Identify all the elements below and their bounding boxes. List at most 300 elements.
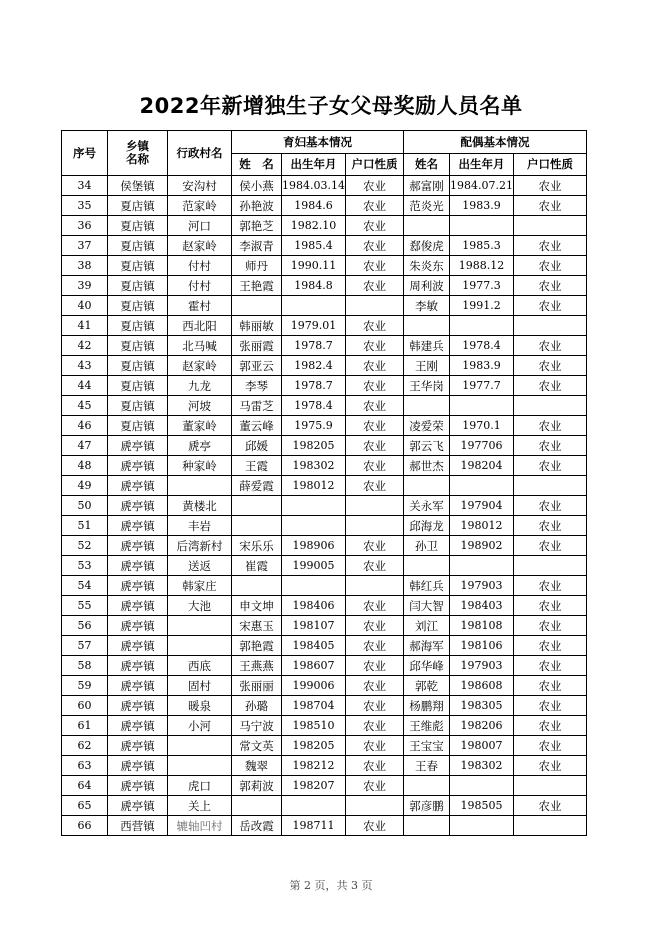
town-cell: 虒亭镇: [108, 556, 168, 576]
mother-birth-cell: 198012: [282, 476, 346, 496]
spouse-hukou-cell: [514, 776, 587, 796]
mother-birth-cell: 199006: [282, 676, 346, 696]
spouse-name-cell: [404, 556, 450, 576]
seq-cell: 39: [62, 276, 108, 296]
mother-name-cell: 张丽霞: [232, 336, 282, 356]
mother-name-cell: 常文英: [232, 736, 282, 756]
mother-hukou-cell: 农业: [346, 636, 404, 656]
seq-cell: 54: [62, 576, 108, 596]
table-row: [62, 696, 587, 716]
spouse-name-cell: 郝富刚: [404, 176, 450, 196]
table-row: [62, 356, 587, 376]
header-spouse-birth: 出生年月: [450, 154, 514, 176]
town-cell: 虒亭镇: [108, 796, 168, 816]
spouse-hukou-cell: [514, 316, 587, 336]
spouse-hukou-cell: 农业: [514, 716, 587, 736]
spouse-name-cell: 郝世杰: [404, 456, 450, 476]
town-cell: 侯堡镇: [108, 176, 168, 196]
mother-name-cell: [232, 296, 282, 316]
spouse-birth-cell: [450, 396, 514, 416]
header-mother-name: 姓 名: [232, 154, 282, 176]
village-cell: 暖泉: [168, 696, 232, 716]
village-cell: 付村: [168, 256, 232, 276]
mother-birth-cell: 198212: [282, 756, 346, 776]
mother-birth-cell: 198205: [282, 736, 346, 756]
town-cell: 夏店镇: [108, 236, 168, 256]
mother-hukou-cell: 农业: [346, 176, 404, 196]
table-row: [62, 536, 587, 556]
mother-name-cell: 岳改霞: [232, 816, 282, 836]
header-town-line1: 乡镇: [126, 139, 149, 153]
mother-name-cell: 王燕燕: [232, 656, 282, 676]
mother-birth-cell: 1978.4: [282, 396, 346, 416]
spouse-hukou-cell: 农业: [514, 696, 587, 716]
table-row: [62, 576, 587, 596]
town-cell: 虒亭镇: [108, 576, 168, 596]
spouse-birth-cell: 198206: [450, 716, 514, 736]
spouse-name-cell: 朱炎东: [404, 256, 450, 276]
village-cell: 河口: [168, 216, 232, 236]
seq-cell: 44: [62, 376, 108, 396]
mother-name-cell: [232, 496, 282, 516]
mother-birth-cell: 1982.4: [282, 356, 346, 376]
table-row: [62, 656, 587, 676]
spouse-hukou-cell: 农业: [514, 436, 587, 456]
spouse-hukou-cell: [514, 816, 587, 836]
mother-birth-cell: 198205: [282, 436, 346, 456]
spouse-hukou-cell: 农业: [514, 336, 587, 356]
mother-hukou-cell: 农业: [346, 276, 404, 296]
spouse-birth-cell: [450, 216, 514, 236]
spouse-name-cell: 李敏: [404, 296, 450, 316]
spouse-birth-cell: 198007: [450, 736, 514, 756]
header-mother-group: 育妇基本情况: [232, 131, 404, 154]
mother-name-cell: 薛爱霞: [232, 476, 282, 496]
seq-cell: 60: [62, 696, 108, 716]
mother-hukou-cell: 农业: [346, 656, 404, 676]
town-cell: 虒亭镇: [108, 496, 168, 516]
table-row: [62, 776, 587, 796]
header-mother-hukou: 户口性质: [346, 154, 404, 176]
mother-name-cell: 郭艳霞: [232, 636, 282, 656]
table-row: [62, 456, 587, 476]
roster-table: [61, 130, 587, 836]
seq-cell: 53: [62, 556, 108, 576]
spouse-name-cell: 范炎光: [404, 196, 450, 216]
table-row: [62, 636, 587, 656]
spouse-name-cell: 邱海龙: [404, 516, 450, 536]
spouse-name-cell: 韩红兵: [404, 576, 450, 596]
mother-birth-cell: 198405: [282, 636, 346, 656]
mother-hukou-cell: 农业: [346, 216, 404, 236]
mother-name-cell: 董云峰: [232, 416, 282, 436]
seq-cell: 66: [62, 816, 108, 836]
table-row: [62, 376, 587, 396]
village-cell: 固村: [168, 676, 232, 696]
mother-name-cell: 魏翠: [232, 756, 282, 776]
table-row: [62, 436, 587, 456]
mother-hukou-cell: 农业: [346, 776, 404, 796]
mother-birth-cell: [282, 496, 346, 516]
town-cell: 西营镇: [108, 816, 168, 836]
spouse-hukou-cell: 农业: [514, 536, 587, 556]
seq-cell: 55: [62, 596, 108, 616]
town-cell: 夏店镇: [108, 396, 168, 416]
mother-hukou-cell: 农业: [346, 376, 404, 396]
mother-birth-cell: 198207: [282, 776, 346, 796]
mother-name-cell: 王艳霞: [232, 276, 282, 296]
town-cell: 虒亭镇: [108, 696, 168, 716]
table-row: [62, 256, 587, 276]
mother-name-cell: 崔霞: [232, 556, 282, 576]
mother-birth-cell: 1978.7: [282, 336, 346, 356]
spouse-hukou-cell: 农业: [514, 616, 587, 636]
mother-birth-cell: 1990.11: [282, 256, 346, 276]
town-cell: 虒亭镇: [108, 616, 168, 636]
mother-name-cell: 王霞: [232, 456, 282, 476]
mother-hukou-cell: 农业: [346, 456, 404, 476]
mother-birth-cell: 1985.4: [282, 236, 346, 256]
spouse-hukou-cell: 农业: [514, 656, 587, 676]
mother-hukou-cell: 农业: [346, 536, 404, 556]
table-row: [62, 296, 587, 316]
town-cell: 夏店镇: [108, 196, 168, 216]
mother-name-cell: 张丽丽: [232, 676, 282, 696]
mother-hukou-cell: 农业: [346, 416, 404, 436]
mother-birth-cell: 1984.8: [282, 276, 346, 296]
spouse-birth-cell: [450, 776, 514, 796]
spouse-hukou-cell: [514, 556, 587, 576]
village-cell: 霍村: [168, 296, 232, 316]
header-spouse-hukou: 户口性质: [514, 154, 587, 176]
mother-hukou-cell: [346, 576, 404, 596]
spouse-name-cell: 孙卫: [404, 536, 450, 556]
town-cell: 虒亭镇: [108, 736, 168, 756]
spouse-name-cell: 周利波: [404, 276, 450, 296]
village-cell: 韩家庄: [168, 576, 232, 596]
seq-cell: 63: [62, 756, 108, 776]
spouse-name-cell: [404, 776, 450, 796]
village-cell: 付村: [168, 276, 232, 296]
table-row: [62, 496, 587, 516]
town-cell: 虒亭镇: [108, 656, 168, 676]
village-cell: 大池: [168, 596, 232, 616]
seq-cell: 37: [62, 236, 108, 256]
mother-name-cell: 宋惠玉: [232, 616, 282, 636]
spouse-hukou-cell: 农业: [514, 756, 587, 776]
seq-cell: 43: [62, 356, 108, 376]
mother-hukou-cell: 农业: [346, 256, 404, 276]
header-town-line2: 名称: [126, 152, 149, 166]
spouse-hukou-cell: 农业: [514, 176, 587, 196]
seq-cell: 45: [62, 396, 108, 416]
table-row: [62, 396, 587, 416]
spouse-birth-cell: 198106: [450, 636, 514, 656]
header-spouse-name: 姓名: [404, 154, 450, 176]
spouse-birth-cell: 1977.3: [450, 276, 514, 296]
mother-hukou-cell: 农业: [346, 336, 404, 356]
spouse-hukou-cell: 农业: [514, 256, 587, 276]
mother-name-cell: [232, 516, 282, 536]
town-cell: 虒亭镇: [108, 676, 168, 696]
mother-name-cell: 李淑青: [232, 236, 282, 256]
seq-cell: 59: [62, 676, 108, 696]
mother-birth-cell: [282, 516, 346, 536]
table-row: [62, 276, 587, 296]
spouse-birth-cell: [450, 816, 514, 836]
village-cell: 黄楼北: [168, 496, 232, 516]
mother-birth-cell: [282, 296, 346, 316]
header-spouse-group: 配偶基本情况: [404, 131, 587, 154]
seq-cell: 48: [62, 456, 108, 476]
spouse-birth-cell: 1985.3: [450, 236, 514, 256]
mother-name-cell: 孙璐: [232, 696, 282, 716]
spouse-hukou-cell: 农业: [514, 736, 587, 756]
spouse-name-cell: 郭乾: [404, 676, 450, 696]
seq-cell: 38: [62, 256, 108, 276]
village-cell: [168, 636, 232, 656]
spouse-birth-cell: 1977.7: [450, 376, 514, 396]
village-cell: 丰岩: [168, 516, 232, 536]
mother-hukou-cell: [346, 496, 404, 516]
page-title: 2022年新增独生子女父母奖励人员名单: [139, 94, 523, 118]
table-row: [62, 516, 587, 536]
spouse-name-cell: [404, 816, 450, 836]
spouse-hukou-cell: 农业: [514, 576, 587, 596]
town-cell: 夏店镇: [108, 336, 168, 356]
mother-birth-cell: 198704: [282, 696, 346, 716]
town-cell: 夏店镇: [108, 216, 168, 236]
mother-hukou-cell: [346, 296, 404, 316]
table-row: [62, 416, 587, 436]
spouse-hukou-cell: 农业: [514, 456, 587, 476]
seq-cell: 65: [62, 796, 108, 816]
seq-cell: 57: [62, 636, 108, 656]
mother-name-cell: 马宁波: [232, 716, 282, 736]
spouse-birth-cell: 198108: [450, 616, 514, 636]
town-cell: 夏店镇: [108, 256, 168, 276]
seq-cell: 42: [62, 336, 108, 356]
mother-name-cell: [232, 796, 282, 816]
spouse-name-cell: 王刚: [404, 356, 450, 376]
mother-hukou-cell: 农业: [346, 756, 404, 776]
spouse-hukou-cell: 农业: [514, 636, 587, 656]
mother-birth-cell: 199005: [282, 556, 346, 576]
town-cell: 虒亭镇: [108, 776, 168, 796]
table-row: [62, 476, 587, 496]
town-cell: 虒亭镇: [108, 536, 168, 556]
spouse-birth-cell: 198204: [450, 456, 514, 476]
village-cell: 小河: [168, 716, 232, 736]
town-cell: 虒亭镇: [108, 476, 168, 496]
village-cell: 送返: [168, 556, 232, 576]
spouse-name-cell: 关永军: [404, 496, 450, 516]
seq-cell: 51: [62, 516, 108, 536]
table-row: [62, 216, 587, 236]
village-cell: 赵家岭: [168, 236, 232, 256]
spouse-birth-cell: [450, 476, 514, 496]
spouse-hukou-cell: 农业: [514, 516, 587, 536]
village-cell: 西底: [168, 656, 232, 676]
table-row: [62, 736, 587, 756]
table-row: [62, 336, 587, 356]
spouse-birth-cell: 197904: [450, 496, 514, 516]
table-row: [62, 176, 587, 196]
mother-birth-cell: 1978.7: [282, 376, 346, 396]
mother-hukou-cell: 农业: [346, 476, 404, 496]
spouse-name-cell: [404, 316, 450, 336]
village-cell: 后湾新村: [168, 536, 232, 556]
mother-name-cell: 马雷芝: [232, 396, 282, 416]
village-cell: [168, 616, 232, 636]
seq-cell: 41: [62, 316, 108, 336]
mother-hukou-cell: 农业: [346, 616, 404, 636]
spouse-name-cell: 刘江: [404, 616, 450, 636]
town-cell: 虒亭镇: [108, 636, 168, 656]
mother-name-cell: [232, 576, 282, 596]
seq-cell: 50: [62, 496, 108, 516]
seq-cell: 58: [62, 656, 108, 676]
village-cell: [168, 476, 232, 496]
spouse-hukou-cell: 农业: [514, 796, 587, 816]
spouse-birth-cell: 197903: [450, 656, 514, 676]
mother-birth-cell: [282, 576, 346, 596]
mother-hukou-cell: 农业: [346, 196, 404, 216]
spouse-birth-cell: 1978.4: [450, 336, 514, 356]
spouse-birth-cell: 1988.12: [450, 256, 514, 276]
spouse-hukou-cell: 农业: [514, 236, 587, 256]
mother-name-cell: 邱媛: [232, 436, 282, 456]
mother-name-cell: 韩丽敏: [232, 316, 282, 336]
spouse-birth-cell: 197706: [450, 436, 514, 456]
mother-birth-cell: 198302: [282, 456, 346, 476]
spouse-birth-cell: 198902: [450, 536, 514, 556]
spouse-birth-cell: 198305: [450, 696, 514, 716]
village-cell: 北马喊: [168, 336, 232, 356]
header-village: 行政村名: [168, 131, 232, 176]
mother-name-cell: 申文坤: [232, 596, 282, 616]
seq-cell: 35: [62, 196, 108, 216]
seq-cell: 40: [62, 296, 108, 316]
spouse-name-cell: [404, 396, 450, 416]
mother-birth-cell: 198510: [282, 716, 346, 736]
table-row: [62, 596, 587, 616]
mother-hukou-cell: 农业: [346, 696, 404, 716]
spouse-name-cell: 王春: [404, 756, 450, 776]
village-cell: [168, 736, 232, 756]
seq-cell: 36: [62, 216, 108, 236]
mother-birth-cell: [282, 796, 346, 816]
mother-birth-cell: 198711: [282, 816, 346, 836]
mother-hukou-cell: 农业: [346, 816, 404, 836]
mother-name-cell: 孙艳波: [232, 196, 282, 216]
mother-name-cell: 郭亚云: [232, 356, 282, 376]
mother-name-cell: 郭艳芝: [232, 216, 282, 236]
spouse-birth-cell: 198012: [450, 516, 514, 536]
spouse-name-cell: 邱华峰: [404, 656, 450, 676]
spouse-name-cell: 王维彪: [404, 716, 450, 736]
spouse-birth-cell: [450, 316, 514, 336]
seq-cell: 52: [62, 536, 108, 556]
seq-cell: 34: [62, 176, 108, 196]
header-seq: 序号: [62, 131, 108, 176]
spouse-name-cell: 韩建兵: [404, 336, 450, 356]
spouse-name-cell: [404, 476, 450, 496]
village-cell: 河坡: [168, 396, 232, 416]
mother-birth-cell: 1975.9: [282, 416, 346, 436]
village-cell: 西北阳: [168, 316, 232, 336]
table-row: [62, 756, 587, 776]
mother-birth-cell: 1984.03.14: [282, 176, 346, 196]
seq-cell: 47: [62, 436, 108, 456]
mother-hukou-cell: 农业: [346, 556, 404, 576]
town-cell: 夏店镇: [108, 416, 168, 436]
mother-hukou-cell: 农业: [346, 356, 404, 376]
spouse-birth-cell: 1991.2: [450, 296, 514, 316]
town-cell: 虒亭镇: [108, 756, 168, 776]
seq-cell: 56: [62, 616, 108, 636]
seq-cell: 49: [62, 476, 108, 496]
spouse-birth-cell: 198505: [450, 796, 514, 816]
mother-hukou-cell: [346, 796, 404, 816]
spouse-name-cell: 闫大智: [404, 596, 450, 616]
seq-cell: 64: [62, 776, 108, 796]
village-cell: 辘轴凹村: [168, 816, 232, 836]
seq-cell: 46: [62, 416, 108, 436]
table-row: [62, 196, 587, 216]
spouse-hukou-cell: 农业: [514, 196, 587, 216]
table-row: [62, 236, 587, 256]
village-cell: 安沟村: [168, 176, 232, 196]
mother-name-cell: 侯小燕: [232, 176, 282, 196]
table-row: [62, 796, 587, 816]
village-cell: 种家岭: [168, 456, 232, 476]
spouse-hukou-cell: 农业: [514, 596, 587, 616]
spouse-name-cell: 杨鹏翔: [404, 696, 450, 716]
mother-hukou-cell: 农业: [346, 736, 404, 756]
table-row: [62, 316, 587, 336]
village-cell: 董家岭: [168, 416, 232, 436]
spouse-birth-cell: 1983.9: [450, 356, 514, 376]
table-row: [62, 556, 587, 576]
spouse-hukou-cell: 农业: [514, 296, 587, 316]
spouse-birth-cell: 198302: [450, 756, 514, 776]
spouse-name-cell: 郭云飞: [404, 436, 450, 456]
mother-hukou-cell: 农业: [346, 596, 404, 616]
spouse-name-cell: 凌爱荣: [404, 416, 450, 436]
spouse-hukou-cell: [514, 476, 587, 496]
spouse-hukou-cell: [514, 216, 587, 236]
town-cell: 夏店镇: [108, 296, 168, 316]
village-cell: [168, 756, 232, 776]
mother-name-cell: 师丹: [232, 256, 282, 276]
page-footer: 第 2 页，共 3 页: [289, 879, 373, 892]
mother-hukou-cell: 农业: [346, 236, 404, 256]
mother-birth-cell: 1979.01: [282, 316, 346, 336]
spouse-birth-cell: 198403: [450, 596, 514, 616]
village-cell: 关上: [168, 796, 232, 816]
town-cell: 夏店镇: [108, 276, 168, 296]
spouse-name-cell: 王宝宝: [404, 736, 450, 756]
mother-hukou-cell: 农业: [346, 676, 404, 696]
table-row: [62, 716, 587, 736]
mother-birth-cell: 198906: [282, 536, 346, 556]
town-cell: 虒亭镇: [108, 436, 168, 456]
mother-birth-cell: 1984.6: [282, 196, 346, 216]
village-cell: 九龙: [168, 376, 232, 396]
spouse-hukou-cell: 农业: [514, 676, 587, 696]
mother-hukou-cell: [346, 516, 404, 536]
